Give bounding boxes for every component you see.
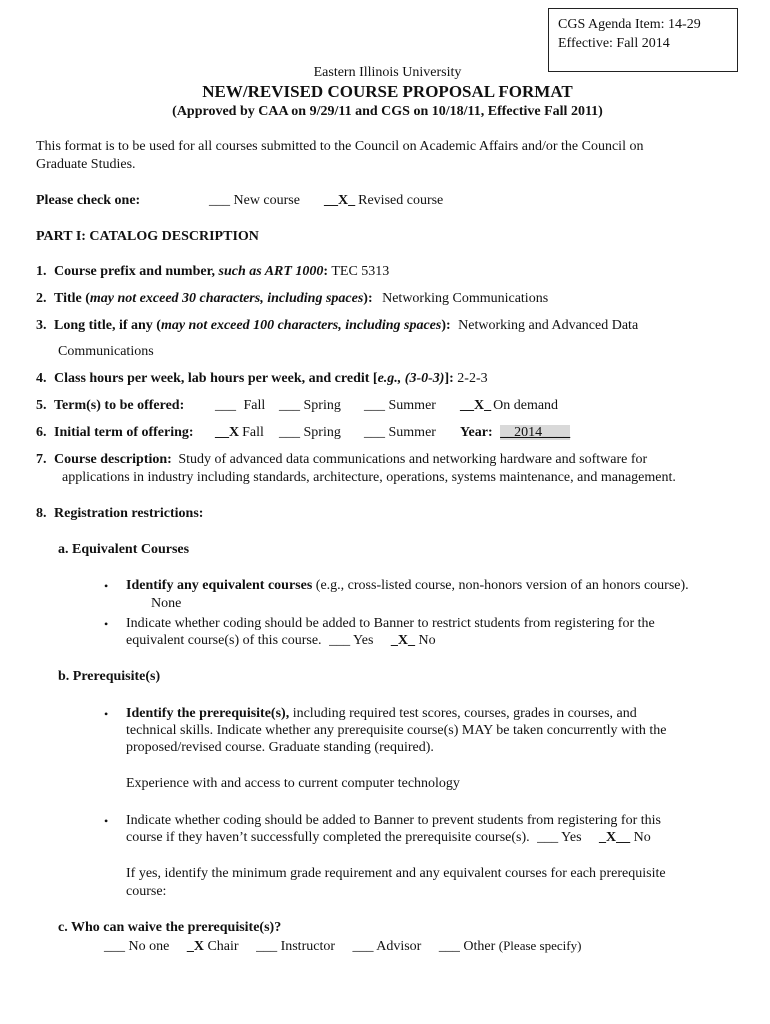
new-course-label: New course — [233, 193, 300, 208]
initial-spring-option[interactable]: ___ Spring — [279, 425, 341, 440]
waive-instructor-option[interactable]: ___ Instructor — [256, 939, 335, 954]
prereq-ifyes-line1: If yes, identify the minimum grade requirement and any equivalent courses for each prerequisite — [126, 866, 666, 881]
prereq-ifyes-line2: course: — [126, 884, 167, 899]
new-course-option[interactable] — [209, 193, 300, 209]
year-value: __2014____ — [500, 425, 571, 440]
waive-no-one-option[interactable]: ___ No one — [104, 939, 170, 954]
course-prefix-value[interactable]: TEC 5313 — [331, 264, 390, 279]
revised-course-label: Revised course — [358, 193, 444, 208]
initial-year[interactable]: Year: __2014____ — [460, 425, 571, 440]
part1-heading: PART I: CATALOG DESCRIPTION — [36, 229, 259, 244]
agenda-item: CGS Agenda Item: 14-29 — [558, 17, 701, 32]
prereq-yes-option[interactable]: ___ Yes — [537, 830, 582, 845]
agenda-box — [548, 8, 738, 72]
form-title: NEW/REVISED COURSE PROPOSAL FORMAT — [202, 82, 573, 101]
equiv-banner-line1: Indicate whether coding should be added to Banner to restrict students from registering for the — [126, 616, 655, 631]
waive-options — [104, 938, 581, 955]
prereq-banner-line2: course if they haven’t successfully completed the prerequisite course(s). ___ Yes _X__ No — [126, 830, 651, 845]
bullet-icon: • — [104, 617, 109, 631]
item-title: 2. Title (may not exceed 30 characters, including spaces): Networking Communications — [36, 291, 549, 306]
item-long-title: 3. Long title, if any (may not exceed 100 characters, including spaces): Networking and Advanced Data — [36, 318, 639, 333]
prereq-line3: proposed/revised course. Graduate standing (required). — [126, 740, 434, 755]
waive-chair-option[interactable]: _X Chair — [186, 939, 239, 954]
title-value[interactable]: Networking Communications — [382, 291, 549, 306]
revised-course-mark: __X_ — [324, 193, 356, 208]
university-name: Eastern Illinois University — [313, 65, 462, 80]
course-description-cont: applications in industry including standards, architecture, operations, systems maintenance, and management. — [62, 470, 676, 485]
revised-course-option[interactable] — [324, 193, 443, 209]
approval-note: (Approved by CAA on 9/29/11 and CGS on 10/18/11, Effective Fall 2011) — [172, 104, 603, 119]
new-course-mark: ___ — [209, 193, 230, 208]
item-class-hours: 4. Class hours per week, lab hours per week, and credit [e.g., (3-0-3)]: 2-2-3 — [36, 371, 488, 386]
long-title-value-cont: Communications — [58, 344, 154, 359]
item-registration-restrictions: 8. Registration restrictions: — [36, 506, 204, 521]
long-title-value[interactable]: Networking and Advanced Data — [458, 318, 639, 333]
equiv-no-option[interactable]: _X_ No — [390, 633, 436, 648]
class-hours-value[interactable]: 2-2-3 — [457, 371, 488, 386]
prereq-experience[interactable]: Experience with and access to current computer technology — [126, 776, 460, 791]
equiv-banner-line2: equivalent course(s) of this course. ___ Yes _X_ No — [126, 633, 436, 648]
bullet-icon: • — [104, 707, 109, 721]
term-spring-option[interactable]: ___ Spring — [279, 398, 341, 413]
item-initial-term: 6. Initial term of offering: — [36, 425, 194, 440]
prereq-line2: technical skills. Indicate whether any prerequisite course(s) MAY be taken concurrently with the — [126, 723, 667, 738]
term-fall-option[interactable]: ___ Fall — [215, 398, 266, 413]
equivalent-heading: a. Equivalent Courses — [58, 542, 190, 557]
term-on-demand-option[interactable]: __X_ On demand — [460, 398, 559, 413]
bullet-icon: • — [104, 579, 109, 593]
initial-summer-option[interactable]: ___ Summer — [364, 425, 436, 440]
check-label: Please check one: — [36, 193, 141, 208]
agenda-effective: Effective: Fall 2014 — [558, 36, 670, 51]
waive-heading: c. Who can waive the prerequisite(s)? — [58, 920, 282, 935]
item-course-description: 7. Course description: Study of advanced data communications and networking hardware and software for — [36, 452, 648, 467]
intro-line-1: This format is to be used for all courses submitted to the Council on Academic Affairs and/or the Council on — [36, 139, 644, 154]
bullet-icon: • — [104, 814, 109, 828]
equiv-yes-option[interactable]: ___ Yes — [329, 633, 374, 648]
course-description-value[interactable]: Study of advanced data communications and networking hardware and software for — [178, 452, 648, 467]
waive-advisor-option[interactable]: ___ Advisor — [352, 939, 422, 954]
prereq-heading: b. Prerequisite(s) — [58, 669, 161, 684]
term-summer-option[interactable]: ___ Summer — [364, 398, 436, 413]
equiv-answer[interactable]: None — [151, 596, 182, 611]
initial-fall-option[interactable]: __X Fall — [215, 425, 264, 440]
item-terms-offered: 5. Term(s) to be offered: — [36, 398, 185, 413]
prereq-no-option[interactable]: _X__ No — [599, 830, 651, 845]
waive-other-option[interactable]: ___ Other (Please specify) — [438, 938, 582, 954]
intro-line-2: Graduate Studies. — [36, 157, 136, 172]
item-course-prefix: 1. Course prefix and number, such as ART 1000: TEC 5313 — [36, 264, 390, 279]
prereq-banner-line1: Indicate whether coding should be added to Banner to prevent students from registering for this — [126, 813, 661, 828]
prereq-identify: Identify the prerequisite(s), including required test scores, courses, grades in courses, and — [126, 706, 637, 721]
equiv-identify: Identify any equivalent courses (e.g., cross-listed course, non-honors version of an honors course). — [126, 578, 689, 593]
